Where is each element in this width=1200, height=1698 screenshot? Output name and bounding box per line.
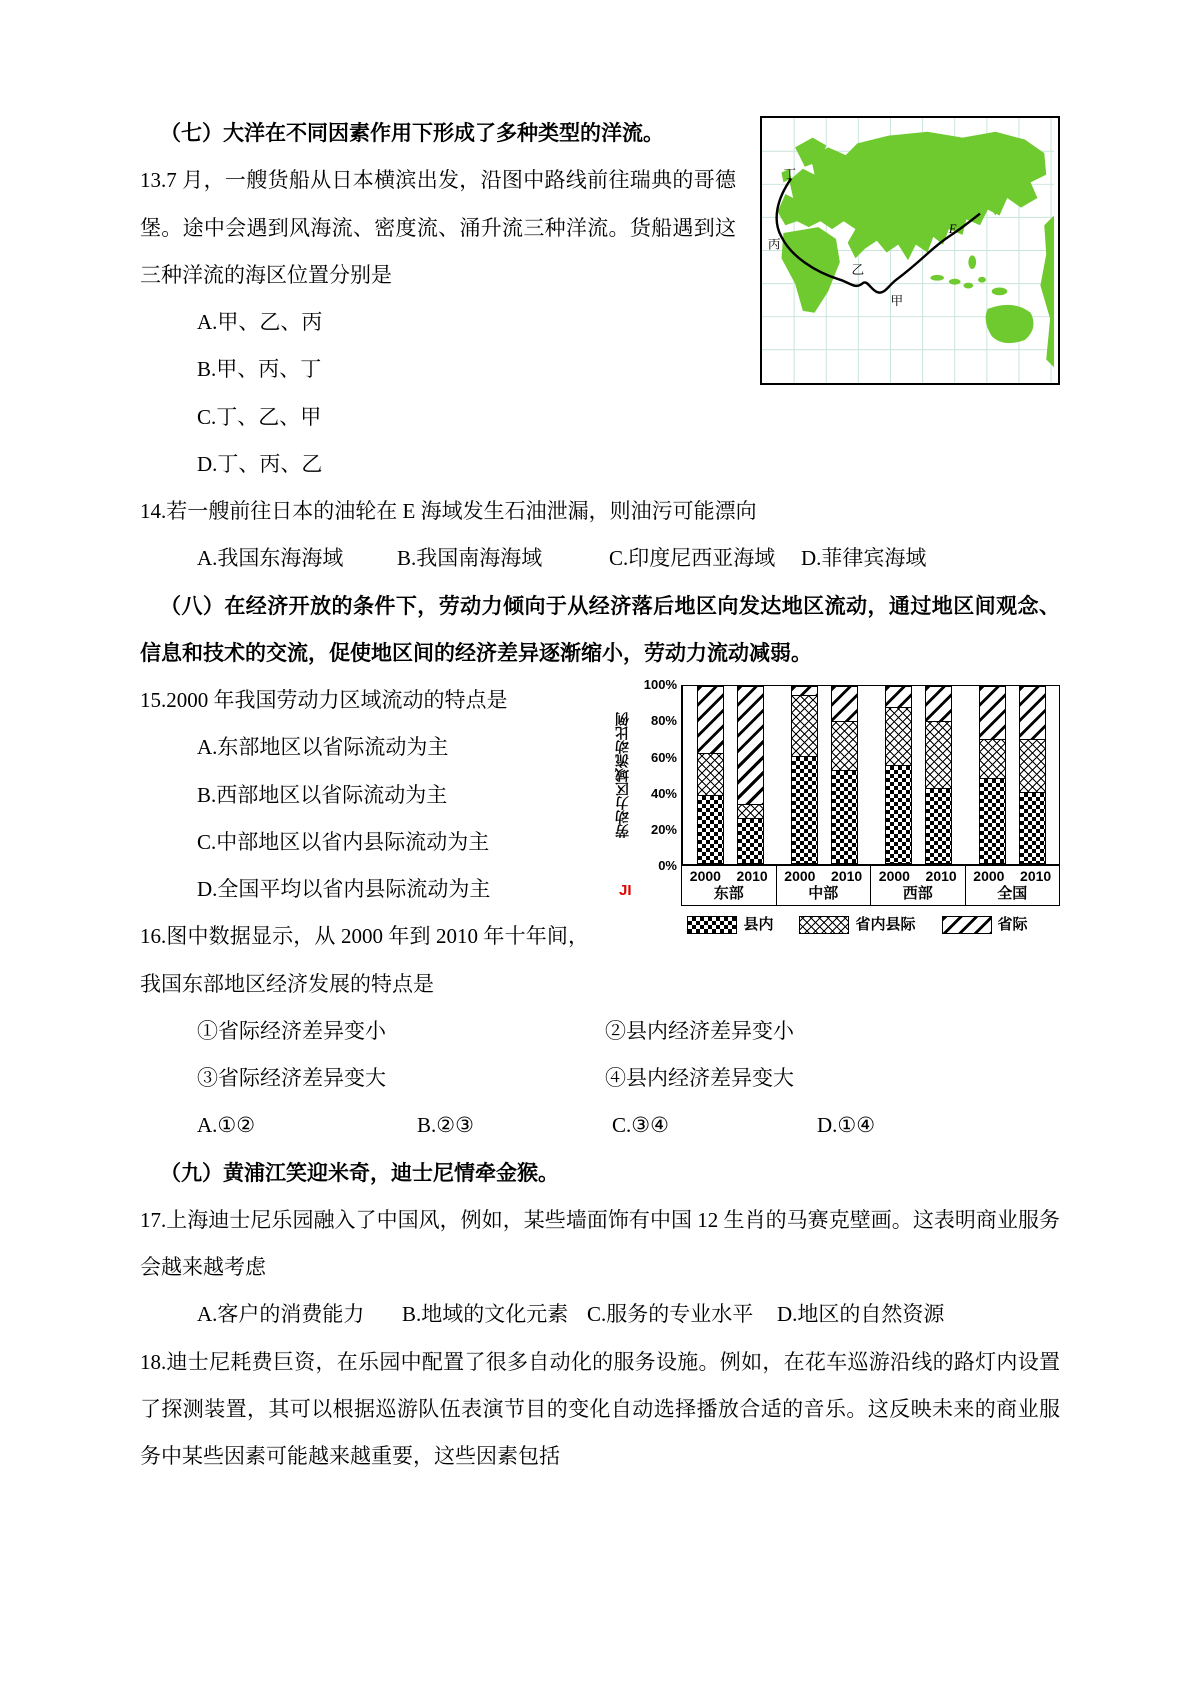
q14-option-d: D.菲律宾海域 <box>801 546 927 571</box>
q15-option-d: D.全国平均以省内县际流动为主 <box>197 877 491 901</box>
q14-option-c: C.印度尼西亚海域 <box>609 546 776 571</box>
question-17-text: 17.上海迪士尼乐园融入了中国风，例如，某些墙面饰有中国 12 生肖的马赛克壁画。这表明商业服务会越来越考虑 <box>140 1207 1060 1279</box>
chart-stacked-bar <box>925 686 952 864</box>
chart-legend-swatch <box>687 916 737 934</box>
red-watermark: JI <box>619 881 632 899</box>
chart-bar-segment <box>1020 793 1045 863</box>
q14-option-b: B.我国南海海域 <box>397 546 543 571</box>
question-14-text: 14.若一艘前往日本的油轮在 E 海域发生石油泄漏，则油污可能漂向 <box>140 499 757 523</box>
chart-legend <box>655 916 1060 934</box>
q17-option-a: A.客户的消费能力 <box>197 1302 365 1327</box>
island-sulawesi <box>978 277 986 283</box>
chart-main <box>637 677 1060 874</box>
q15-option-b: B.西部地区以省际流动为主 <box>197 782 448 807</box>
chart-stacked-bar <box>1019 686 1046 864</box>
chart-stacked-bar <box>697 686 724 864</box>
chart-year-labels <box>966 866 1060 885</box>
chart-stacked-bar <box>737 686 764 864</box>
chart-year-labels <box>682 866 776 885</box>
chart-bar-segment <box>698 796 723 863</box>
section-7 <box>140 110 1060 583</box>
chart-stacked-bar <box>885 686 912 864</box>
q16-statements-row-1 <box>140 1008 1060 1055</box>
chart-stacked-bar <box>791 686 818 864</box>
question-15-text: 15.2000 年我国劳动力区域流动的特点是 <box>140 688 508 712</box>
chart-legend-item <box>942 916 1028 934</box>
chart-bar-segment <box>1020 740 1045 793</box>
chart-bar-segment <box>698 754 723 796</box>
question-16-options <box>140 1102 1060 1149</box>
q13-option-a: A.甲、乙、丙 <box>197 310 323 334</box>
chart-bar-segment <box>738 805 763 819</box>
chart-bar-segment <box>980 779 1005 863</box>
chart-legend-label: 县内 <box>743 915 774 933</box>
section-9 <box>140 1150 1060 1481</box>
chart-stacked-bar <box>979 686 1006 864</box>
q13-option-b: B.甲、丙、丁 <box>197 357 322 382</box>
island-lesser-sunda <box>963 283 973 289</box>
q17-option-c: C.服务的专业水平 <box>587 1302 754 1327</box>
q13-option-c: C.丁、乙、甲 <box>197 404 322 429</box>
q17-option-d: D.地区的自然资源 <box>777 1302 945 1327</box>
q15-option-c: C.中部地区以省内县际流动为主 <box>197 829 490 854</box>
chart-y-tick-label: 100% <box>643 677 677 692</box>
chart-legend-item <box>687 916 773 934</box>
chart-bar-segment <box>832 687 857 722</box>
chart-group-label: 中部 <box>808 884 839 902</box>
chart-bar-segment <box>792 757 817 863</box>
chart-body <box>614 677 1060 874</box>
chart-plot <box>681 685 1060 866</box>
question-17-options <box>140 1291 1060 1338</box>
q17-option-b: B.地域的文化元素 <box>402 1302 569 1327</box>
map-label-jia: 甲 <box>890 294 904 309</box>
chart-y-tick-label: 0% <box>658 858 677 874</box>
chart-y-tick-label: 60% <box>650 749 677 765</box>
chart-y-tick-label: 80% <box>650 713 677 729</box>
chart-stacked-bar <box>831 686 858 864</box>
chart-bar-segment <box>832 722 857 771</box>
island-sumatra <box>930 275 944 281</box>
chart-legend-swatch <box>942 916 992 934</box>
section-8-heading: （八）在经济开放的条件下，劳动力倾向于从经济落后地区向发达地区流动，通过地区间观念、信息和技术的交流，促使地区间的经济差异逐渐缩小，劳动力流动减弱。 <box>140 593 1060 665</box>
chart-bar-segment <box>926 722 951 789</box>
section-7-heading: （七）大洋在不同因素作用下形成了多种类型的洋流。 <box>160 121 664 145</box>
chart-x-axis-group-cell <box>682 866 776 905</box>
chart-year-label: 2000 <box>878 868 910 884</box>
q15-option-a: A.东部地区以省际流动为主 <box>197 735 449 760</box>
chart-bar-group <box>965 686 1059 864</box>
q16-statements-row-2 <box>140 1055 1060 1102</box>
q16-option-d: D.①④ <box>817 1113 876 1138</box>
chart-legend-label: 省际 <box>997 915 1028 933</box>
chart-bar-segment <box>886 708 911 766</box>
map-label-yi: 乙 <box>851 262 865 277</box>
ocean-current-map-figure <box>760 116 1060 385</box>
chart-year-label: 2010 <box>925 868 957 884</box>
chart-y-tick-label: 40% <box>650 785 677 801</box>
question-16-text: 16.图中数据显示，从 2000 年到 2010 年十年间，我国东部地区经济发展的特点是 <box>140 924 589 996</box>
chart-year-label: 2010 <box>1020 868 1052 884</box>
q16-option-a: A.①② <box>197 1113 256 1138</box>
q16-statement-3: ③省际经济差异变大 <box>197 1066 386 1090</box>
chart-x-axis <box>681 866 1060 906</box>
chart-bar-group <box>777 686 871 864</box>
chart-bar-segment <box>980 740 1005 779</box>
q13-option-d: D.丁、丙、乙 <box>197 451 323 476</box>
chart-bar-segment <box>792 687 817 696</box>
chart-bar-segment <box>926 687 951 722</box>
chart-bar-segment <box>1020 687 1045 740</box>
island-new-guinea <box>992 287 1008 295</box>
chart-bar-segment <box>832 771 857 863</box>
chart-year-labels <box>777 866 871 885</box>
q16-statement-2: ②县内经济差异变小 <box>605 1018 794 1043</box>
chart-year-label: 2010 <box>831 868 863 884</box>
chart-bar-segment <box>980 687 1005 740</box>
q16-statement-4: ④县内经济差异变大 <box>605 1066 794 1090</box>
world-map-svg <box>762 118 1054 383</box>
chart-legend-label: 省内县际 <box>855 915 916 933</box>
q16-option-c: C.③④ <box>612 1113 669 1138</box>
chart-bar-segment <box>926 789 951 863</box>
chart-bar-group <box>683 686 777 864</box>
map-label-bing: 丙 <box>767 237 781 252</box>
chart-y-axis-label: 劳动力区域流动比例 <box>614 712 630 839</box>
chart-legend-item <box>799 916 915 934</box>
chart-x-axis-group-cell <box>965 866 1060 905</box>
chart-bar-group <box>871 686 965 864</box>
map-label-e: E <box>948 221 957 236</box>
chart-bar-segment <box>886 766 911 863</box>
chart-group-label: 全国 <box>997 884 1028 902</box>
section-9-heading: （九）黄浦江笑迎米奇，迪士尼情牵金猴。 <box>160 1160 559 1185</box>
chart-y-tick-label: 20% <box>650 822 677 838</box>
island-philippines <box>968 255 976 269</box>
chart-bar-segment <box>738 819 763 863</box>
chart-group-label: 西部 <box>902 884 933 902</box>
q16-statement-1: ①省际经济差异变小 <box>197 1018 386 1043</box>
chart-bar-segment <box>738 687 763 805</box>
chart-x-axis-group-cell <box>776 866 871 905</box>
chart-year-label: 2000 <box>973 868 1005 884</box>
chart-bar-segment <box>698 687 723 754</box>
question-18-text: 18.迪士尼耗费巨资，在乐园中配置了很多自动化的服务设施。例如，在花车巡游沿线的路灯内设置了探测装置，其可以根据巡游队伍表演节目的变化自动选择播放合适的音乐。这反映未来的商业服务中某些因素可能越来越重要，这些因素包括 <box>140 1349 1060 1468</box>
chart-legend-swatch <box>799 916 849 934</box>
chart-year-label: 2000 <box>689 868 721 884</box>
section-8 <box>140 583 1060 1150</box>
chart-x-axis-group-cell <box>870 866 965 905</box>
map-label-ding: 丁 <box>783 167 797 182</box>
chart-year-labels <box>871 866 965 885</box>
chart-bar-segment <box>886 687 911 708</box>
question-13-text: 13.7 月，一艘货船从日本横滨出发，沿图中路线前往瑞典的哥德堡。途中会遇到风海流、密度流、涌升流三种洋流。货船遇到这三种洋流的海区位置分别是 <box>140 168 736 287</box>
chart-year-label: 2010 <box>736 868 768 884</box>
chart-year-label: 2000 <box>784 868 816 884</box>
island-java <box>949 279 961 285</box>
chart-y-ticks <box>637 677 681 874</box>
q16-option-b: B.②③ <box>417 1113 474 1138</box>
question-14-options <box>140 535 1060 582</box>
chart-group-label: 东部 <box>713 884 744 902</box>
labor-flow-chart-figure <box>614 677 1060 934</box>
q14-option-a: A.我国东海海域 <box>197 546 344 571</box>
chart-bar-segment <box>792 696 817 758</box>
